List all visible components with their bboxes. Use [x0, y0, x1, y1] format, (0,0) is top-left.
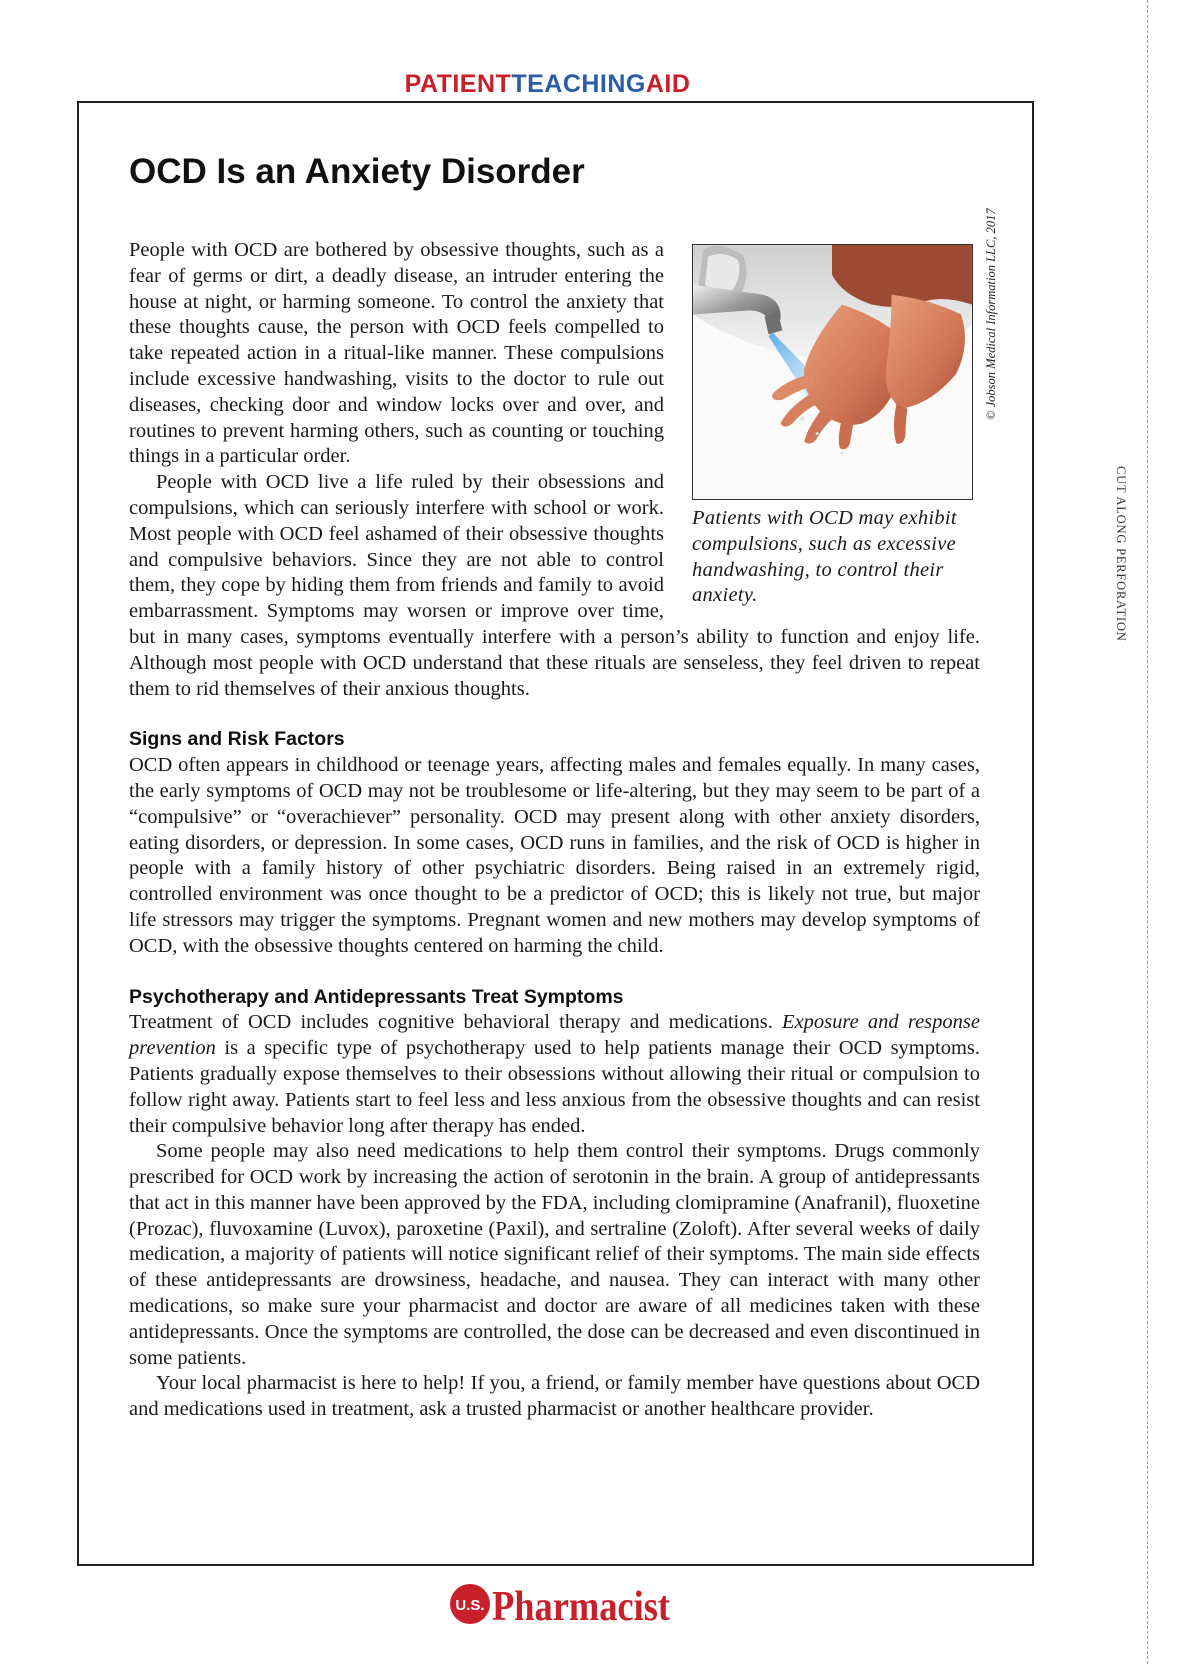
header-aid: AID — [645, 70, 691, 98]
header-patient: PATIENT — [404, 70, 512, 98]
header-teaching: TEACHING — [511, 70, 646, 98]
intro-paragraph-1: People with OCD are bothered by obsessive thoughts, such as a fear of germs or dirt, a deadly disease, an intruder entering the house at night, or harming someone. To control the anxiety that these thoughts cause, the person with OCD feels compelled to take repeated action in a ritual-like manner. These compulsions include excessive handwashing, visits to the doctor to rule out diseases, checking door and window locks over and over, and routines to prevent harming others, such as counting or touching things in a particular order. — [129, 239, 664, 468]
figure — [692, 244, 980, 609]
treatment-paragraph-2: Some people may also need medications to help them control their symptoms. Drugs commonly prescribed for OCD work by increasing the action of serotonin in the brain. A group of antidepressants that act in this manner have been approved by the FDA, including clomipramine (Anafranil), fluoxetine (Prozac), fluvoxamine (Luvox), paroxetine (Paxil), and sertraline (Zoloft). After several weeks of daily medication, a majority of patients will notice significant relief of their symptoms. The main side effects of these antidepressants are drowsiness, headache, and nausea. They can interact with many other medications, so make sure your pharmacist and doctor are aware of all medicines taken with these antidepressants. Once the symptoms are controlled, the dose can be decreased and even discontinued in some patients. — [129, 1140, 980, 1369]
article-title: OCD Is an Anxiety Disorder — [129, 152, 585, 191]
signs-paragraph-1: OCD often appears in childhood or teenage years, affecting males and females equally. In many cases, the early symptoms of OCD may not be troublesome or life-altering, but they may seem to be part of a “compulsive” or “overachiever” personality. OCD may present along with other anxiety disorders, eating disorders, or depression. In some cases, OCD runs in families, and the risk of OCD is higher in people with a family history of other psychiatric disorders. Being raised in an extremely rigid, controlled environment was once thought to be a predictor of OCD; this is likely not true, but major life stressors may trigger the symptoms. Pregnant women and new mothers may develop symptoms of OCD, with the obsessive thoughts centered on harming the child. — [129, 754, 980, 957]
cut-along-perforation-label: CUT ALONG PERFORATION — [1114, 466, 1128, 642]
logo-wordmark: Pharmacist — [492, 1584, 670, 1630]
treatment-p1-start: Treatment of OCD includes cognitive behavioral therapy and medications. — [129, 1011, 783, 1034]
treatment-paragraph-3: Your local pharmacist is here to help! If you, a friend, or family member have questions about OCD and medications used in treatment, ask a trusted pharmacist or another healthcare provider. — [129, 1372, 980, 1421]
intro-paragraph-2: People with OCD live a life ruled by their obsessions and compulsions, which can seriously interfere with school or work. Most people with OCD feel ashamed of their obsessive thoughts and compulsive behaviors. Since they are not able to control them, they cope by hiding them from friends and family to avoid embarrassment. Symptoms may worsen or improve over time, but in many cases, symptoms eventually interfere with a person’s ability to function and enjoy life. Although most people with OCD understand that these rituals are senseless, they feel driven to repeat them to rid themselves of their anxious thoughts. — [129, 471, 980, 700]
patient-teaching-aid-header — [0, 72, 1095, 97]
image-credit: © Jobson Medical Information LLC, 2017 — [984, 208, 998, 420]
logo-badge-text: U.S. — [455, 1597, 485, 1614]
treatment-p1-emphasis: Exposure and response prevention — [129, 1011, 980, 1060]
article-content — [129, 150, 980, 1423]
treatment-heading: Psychotherapy and Antidepressants Treat Symptoms — [129, 985, 624, 1008]
us-pharmacist-logo — [440, 1574, 680, 1638]
perforation-line — [1147, 0, 1148, 1664]
handwashing-illustration — [692, 244, 973, 500]
treatment-paragraph-1 — [129, 1010, 980, 1139]
signs-heading: Signs and Risk Factors — [129, 728, 345, 751]
treatment-p1-end: is a specific type of psychotherapy used to help patients manage their OCD symptoms. Patients gradually expose themselves to their obsessions without allowing their ritual or compulsion to follow right away. Patients start to feel less and less anxious from the obsessive thoughts and can resist their compulsive behavior long after therapy has ended. — [129, 1037, 980, 1137]
figure-caption: Patients with OCD may exhibit compulsions, such as excessive handwashing, to control their anxiety. — [692, 507, 957, 607]
